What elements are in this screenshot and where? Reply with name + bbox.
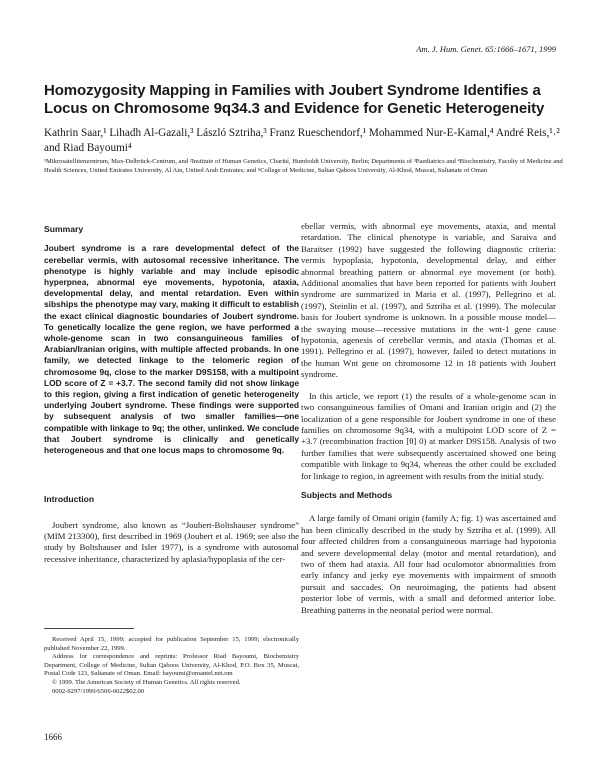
affiliations: ¹Mikrosatellitenzentrum, Max-Delbrück-Centrum, and ²Institute of Human Genetics, Charité, Humboldt University, Berlin; Departments of ³Paediatrics and ⁴Biochemistry, Faculty of Medicine and Health Sciences, United Emirates University, Al Ain, United Arab Emirates; and ⁵College of Medicine, Sultan Qaboos University, Al-Khod, Muscat, Sultanate of Oman — [44, 158, 563, 174]
author-list: Kathrin Saar,¹ Lihadh Al-Gazali,³ László Sztriha,³ Franz Rueschendorf,¹ Mohammed Nur-E-Kamal,⁴ André Reis,¹˒² and Riad Bayoumi⁴ — [44, 127, 560, 154]
left-column — [44, 224, 299, 565]
article-title: Homozygosity Mapping in Families with Joubert Syndrome Identifies a Locus on Chromosome 9q34.3 and Evidence for Genetic Heterogeneity — [44, 82, 545, 117]
body-paragraph: ebellar vermis, with abnormal eye movements, ataxia, and mental retardation. The clinical phenotype is variable, and Saraiva and Baraitser (1992) have suggested the following diagnostic criteria: vermis hypoplasia, hypotonia, developmental delay, and either abnormal breathing pattern or abnormal eye movement (or both). Additional anomalies that have been reported for patients with Joubert syndrome are summarized in Maria et al. (1997), Pellegrino et al. (1997), Steinlin et al. (1997), and Sztriha et al. (1999). The molecular basis for Joubert syndrome is unknown. In a possible mouse model—the swaying mouse—recessive mutations in the wnt-1 gene cause hypotonia, agenesis of cerebellar vermis, and ataxia (Thomas et al. 1991). Pellegrino et al. (1997), however, failed to detect mutations in the human Wnt gene on chromosome 12 in 18 patients with Joubert syndrome. — [301, 221, 556, 380]
footnote-divider — [44, 628, 134, 629]
right-column — [301, 221, 556, 616]
footnote-address: Address for correspondence and reprints: Professor Riad Bayoumi, Biochemistry Department, College of Medicine, Sultan Qaboos University, Al-Khod, P.O. Box 35, Muscat, Postal Code 123, Sultanate of Oman. Email: bayoumi@omantel.net.om — [44, 653, 299, 678]
body-paragraph: A large family of Omani origin (family A; fig. 1) was ascertained and has been clinically described in the study by Sztriha et al. (1999). All four affected children from a consanguineous marriage had hypotonia and severe developmental delay (motor and mental retardation), and two of them had ataxia. All four had oculomotor abnormalities from early infancy and jerky eye movements with impairment of smooth pursuit and saccades. On neuroimaging, the patients had absent posterior lobe of vermis, with a small and deformed anterior lobe. Breathing patterns in the neonatal period were normal. — [301, 513, 556, 615]
footnote-copyright: © 1999. The American Society of Human Genetics. All rights reserved. — [52, 678, 241, 686]
footnote-issn: 0002-9297/1999/6506-0022$02.00 — [52, 687, 145, 695]
introduction-paragraph: Joubert syndrome, also known as “Joubert-Boltshauser syndrome” (MIM 213300), first described in 1969 (Joubert et al. 1969; see also the study by Boltshauser and Isler 1977), is a syndrome with autosomal recessive inheritance, characterized by aplasia/hypoplasia of the cer- — [44, 519, 299, 564]
footnotes — [44, 636, 299, 696]
page-number: 1666 — [44, 732, 62, 742]
summary-heading: Summary — [44, 224, 84, 234]
journal-reference: Am. J. Hum. Genet. 65:1666–1671, 1999 — [416, 44, 556, 54]
introduction-heading: Introduction — [44, 494, 95, 505]
summary-text: Joubert syndrome is a rare developmental defect of the cerebellar vermis, with autosomal recessive inheritance. The phenotype is highly variable and may include episodic hyperpnea, abnormal eye movements, hypotonia, ataxia, developmental delay, and mental retardation. Even within sibships the phenotype may vary, making it difficult to establish the exact clinical diagnostic boundaries of Joubert syndrome. To genetically localize the gene region, we have performed a whole-genome scan in two consanguineous families of Arabian/Iranian origins, with multiple affected probands. In one family, we detected linkage to the telomeric region of chromosome 9q, close to the marker D9S158, with a multipoint LOD score of Z = +3.7. The second family did not show linkage to this region, giving a first indication of genetic heterogeneity underlying Joubert syndrome. These findings were supported by subsequent analysis of two smaller families—one compatible with linkage to 9q; the other, unlinked. We conclude that Joubert syndrome is clinically and genetically heterogeneous and that one locus maps to chromosome 9q. — [44, 243, 299, 456]
footnote-received: Received April 15, 1999; accepted for publication September 15, 1999; electronically published November 22, 1999. — [44, 636, 299, 652]
body-paragraph: In this article, we report (1) the results of a whole-genome scan in two consanguineous families of Omani and Iranian origin and (2) the localization of a gene responsible for Joubert syndrome in one of these families on chromosome 9q34, with a multipoint LOD score of Z = +3.7 (recombination fraction [θ] 0) at marker D9S158. Analysis of two further families that were subsequently ascertained showed one being compatible with linkage to 9q34, whereas the other could be excluded for linkage to region, in agreement with results from the initial study. — [301, 390, 556, 481]
methods-heading: Subjects and Methods — [301, 489, 393, 500]
